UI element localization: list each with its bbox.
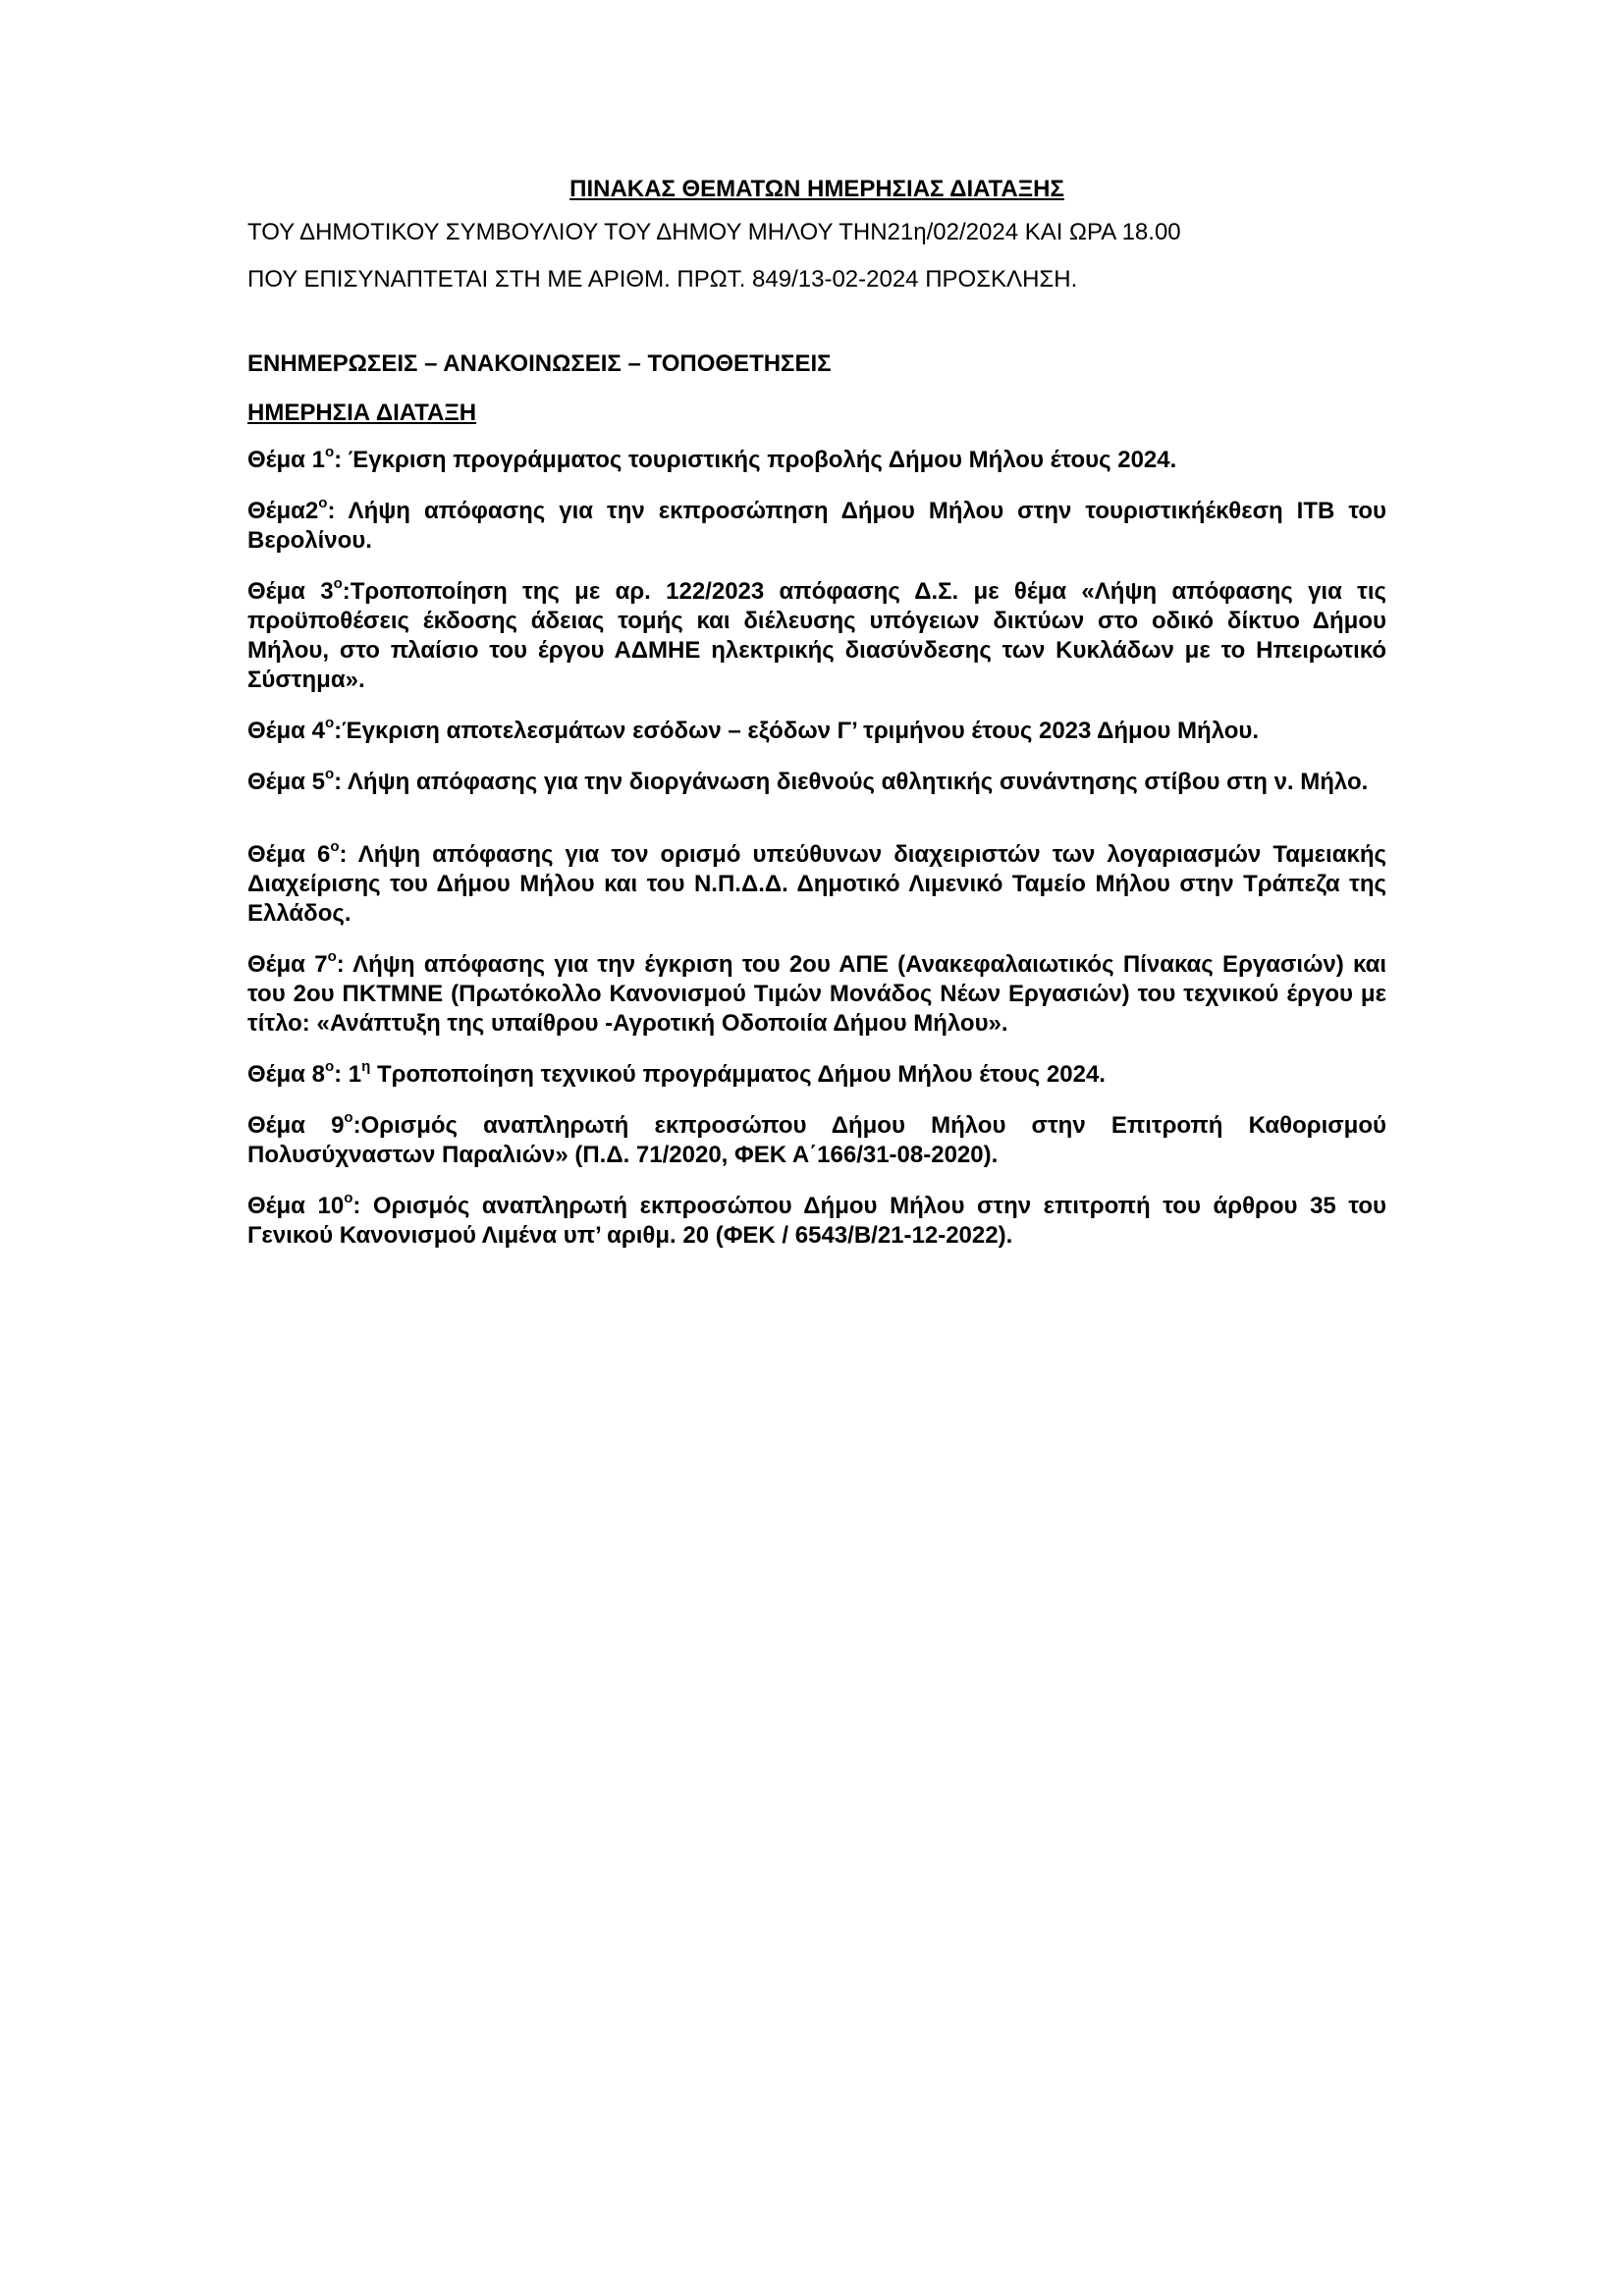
document-title: ΠΙΝΑΚΑΣ ΘΕΜΑΤΩΝ ΗΜΕΡΗΣΙΑΣ ΔΙΑΤΑΞΗΣ [569, 176, 1064, 202]
agenda-item-4 [247, 717, 1386, 746]
agenda-item-label: Θέμα 9 [247, 1112, 345, 1139]
ordinal-superscript: ο [333, 575, 343, 592]
agenda-item-8 [247, 1060, 1386, 1090]
section-announcements: ΕΝΗΜΕΡΩΣΕΙΣ – ΑΝΑΚΟΙΝΩΣΕΙΣ – ΤΟΠΟΘΕΤΗΣΕΙΣ [247, 350, 832, 377]
intro-line-1: ΤΟΥ ΔΗΜΟΤΙΚΟΥ ΣΥΜΒΟΥΛΙΟΥ ΤΟΥ ΔΗΜΟΥ ΜΗΛΟΥ ΤΗΝ21η/02/2024 ΚΑΙ ΩΡΑ 18.00 [247, 219, 1181, 245]
agenda-item-label: Θέμα 4 [247, 718, 325, 744]
ordinal-superscript: ο [324, 766, 335, 782]
agenda-item-1 [247, 446, 1386, 475]
agenda-item-text: : Λήψη απόφασης για τον ορισμό υπεύθυνων διαχειριστών των λογαριασμών Ταμειακής Διαχείρισης του Δήμου Μήλου και του Ν.Π.Δ.Δ. Δημοτικό Λιμενικό Ταμείο Μήλου στην Τράπεζα της Ελλάδος. [247, 841, 1386, 927]
agenda-item-text: : Λήψη απόφασης για την εκπροσώπηση Δήμου Μήλου στην τουριστικήέκθεση ΙΤΒ του Βερολίνου. [247, 498, 1386, 554]
agenda-item-text: : Ορισμός αναπληρωτή εκπροσώπου Δήμου Μήλου στην επιτροπή του άρθρου 35 του Γενικού Κανονισμού Λιμένα υπ’ αριθμ. 20 (ΦΕΚ / 6543/Β/21-12-2022). [247, 1193, 1386, 1249]
agenda-item-7 [247, 950, 1386, 1039]
ordinal-superscript: ο [344, 1109, 353, 1126]
ordinal-superscript: ο [324, 1058, 335, 1075]
ordinal-superscript: ο [324, 715, 335, 731]
intro-line-2: ΠΟΥ ΕΠΙΣΥΝΑΠΤΕΤΑΙ ΣΤΗ ΜΕ ΑΡΙΘΜ. ΠΡΩΤ. 849/13-02-2024 ΠΡΟΣΚΛΗΣΗ. [247, 266, 1078, 293]
agenda-item-6 [247, 840, 1386, 929]
agenda-item-2 [247, 497, 1386, 556]
document-content [247, 173, 1386, 1272]
agenda-item-5 [247, 768, 1386, 797]
agenda-item-text: Τροποποίηση τεχνικού προγράμματος Δήμου Μήλου έτους 2024. [370, 1061, 1106, 1088]
agenda-item-text: : Λήψη απόφασης για την έγκριση του 2ου ΑΠΕ (Ανακεφαλαιωτικός Πίνακας Εργασιών) και του 2ου ΠΚΤΜΝΕ (Πρωτόκολλο Κανονισμού Τιμών Μονάδος Νέων Εργασιών) του τεχνικού έργου με τίτλο: «Ανάπτυξη της υπαίθρου -Αγροτική Οδοποιία Δήμου Μήλου». [247, 951, 1387, 1037]
agenda-item-text: :Ορισμός αναπληρωτή εκπροσώπου Δήμου Μήλου στην Επιτροπή Καθορισμού Πολυσύχναστων Παραλιών» (Π.Δ. 71/2020, ΦΕΚ Α΄166/31-08-2020). [247, 1112, 1386, 1168]
agenda-item-label: Θέμα 8 [247, 1061, 325, 1088]
agenda-item-text: : Λήψη απόφασης για την διοργάνωση διεθνούς αθλητικής συνάντησης στίβου στη ν. Μήλο. [334, 769, 1369, 795]
agenda-item-label: Θέμα 6 [247, 841, 331, 868]
ordinal-superscript: ο [318, 495, 328, 511]
agenda-item-label: Θέμα 7 [247, 951, 328, 978]
agenda-item-9 [247, 1111, 1386, 1170]
agenda-item-text: : Έγκριση προγράμματος τουριστικής προβολής Δήμου Μήλου έτους 2024. [334, 447, 1177, 473]
ordinal-superscript: ο [330, 838, 340, 855]
ordinal-superscript: η [361, 1058, 371, 1075]
agenda-item-text: :Τροποποίηση της με αρ. 122/2023 απόφασης Δ.Σ. με θέμα «Λήψη απόφασης για τις προϋποθέσεις έκδοσης άδειας τομής και διέλευσης υπόγειων δικτύων στο οδικό δίκτυο Δήμου Μήλου, στο πλαίσιο του έργου ΑΔΜΗΕ ηλεκτρικής διασύνδεσης των Κυκλάδων με το Ηπειρωτικό Σύστημα». [247, 578, 1386, 693]
section-agenda: ΗΜΕΡΗΣΙΑ ΔΙΑΤΑΞΗ [247, 400, 477, 426]
agenda-item-text: : 1 [334, 1061, 362, 1088]
agenda-item-10 [247, 1192, 1386, 1251]
agenda-item-label: Θέμα 10 [247, 1193, 345, 1219]
ordinal-superscript: ο [324, 444, 335, 460]
agenda-item-3 [247, 577, 1386, 695]
agenda-item-text: :Έγκριση αποτελεσμάτων εσόδων – εξόδων Γ’ τριμήνου έτους 2023 Δήμου Μήλου. [334, 718, 1260, 744]
ordinal-superscript: ο [344, 1190, 353, 1206]
agenda-item-label: Θέμα 1 [247, 447, 325, 473]
ordinal-superscript: ο [327, 948, 337, 965]
agenda-item-label: Θέμα 5 [247, 769, 325, 795]
agenda-item-label: Θέμα2 [247, 498, 319, 524]
agenda-item-label: Θέμα 3 [247, 578, 334, 605]
